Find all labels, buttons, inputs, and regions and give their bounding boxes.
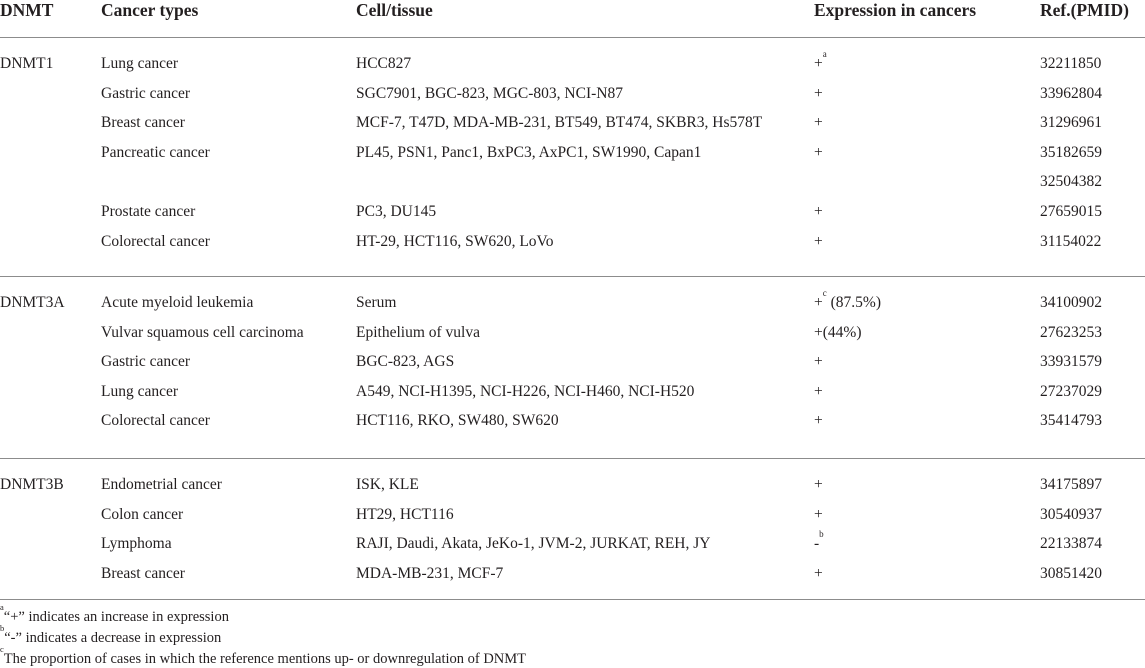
footnote-mark: a bbox=[0, 602, 4, 612]
expression-value: + bbox=[814, 143, 823, 161]
dnmt-label: DNMT3B bbox=[0, 476, 64, 493]
cancer-type-cell: Gastric cancer bbox=[101, 353, 191, 371]
footnote-mark: b bbox=[0, 623, 5, 633]
expression-value: + bbox=[814, 353, 823, 371]
pmid-cell: 32211850 bbox=[1040, 55, 1102, 72]
pmid-cell: 27237029 bbox=[1040, 382, 1102, 400]
expression-cell bbox=[814, 203, 823, 221]
dnmt-label: DNMT1 bbox=[0, 55, 54, 72]
pmid-cell: 30851420 bbox=[1040, 564, 1102, 582]
cancer-type-cell: Lymphoma bbox=[101, 535, 172, 553]
cancer-type-cell: Breast cancer bbox=[101, 564, 185, 582]
footnote-mark: b bbox=[819, 529, 824, 540]
header-cell-tissue: Cell/tissue bbox=[356, 0, 433, 20]
pmid-cell: 27659015 bbox=[1040, 203, 1102, 220]
cancer-type-cell: Colon cancer bbox=[101, 505, 184, 523]
expression-value: + bbox=[814, 114, 823, 132]
header-rule bbox=[0, 37, 1145, 38]
expression-cell bbox=[814, 85, 823, 103]
pmid-cell: 34100902 bbox=[1040, 294, 1102, 311]
pmid-cell: 31154022 bbox=[1040, 232, 1102, 250]
header-cancer-types: Cancer types bbox=[101, 0, 199, 20]
footnote bbox=[0, 602, 229, 626]
cell-tissue-cell: SGC7901, BGC-823, MGC-803, NCI-N87 bbox=[356, 84, 623, 102]
expression-cell bbox=[814, 114, 823, 132]
pmid-cell: 27623253 bbox=[1040, 323, 1102, 341]
cell-tissue-cell: PC3, DU145 bbox=[356, 203, 437, 220]
cell-tissue-cell: HT29, HCT116 bbox=[356, 505, 454, 523]
footnote bbox=[0, 644, 527, 668]
pmid-cell: 35414793 bbox=[1040, 412, 1102, 430]
expression-value: + bbox=[814, 203, 823, 220]
expression-cell bbox=[814, 412, 823, 430]
expression-value: + bbox=[814, 476, 823, 493]
footnote-text: “+” indicates an increase in expression bbox=[3, 609, 229, 625]
cancer-type-cell: Colorectal cancer bbox=[101, 412, 210, 430]
pmid-cell: 33931579 bbox=[1040, 353, 1102, 371]
cell-tissue-cell: HCT116, RKO, SW480, SW620 bbox=[356, 412, 559, 430]
expression-value: + bbox=[814, 412, 823, 430]
header-expression: Expression in cancers bbox=[814, 0, 977, 20]
expression-cell bbox=[814, 144, 823, 162]
pmid-cell: 33962804 bbox=[1040, 84, 1102, 102]
expression-value: + bbox=[814, 55, 823, 72]
cancer-type-cell: Pancreatic cancer bbox=[101, 143, 210, 161]
cell-tissue-cell: MCF-7, T47D, MDA-MB-231, BT549, BT474, SKBR3, Hs578T bbox=[356, 114, 763, 132]
pmid-cell: 35182659 bbox=[1040, 143, 1102, 161]
expression-cell bbox=[814, 49, 827, 73]
expression-value: - bbox=[814, 535, 820, 553]
expression-value: + bbox=[814, 294, 823, 311]
expression-value: + bbox=[814, 505, 823, 523]
pmid-cell: 32504382 bbox=[1040, 173, 1102, 191]
expression-value: + bbox=[814, 232, 823, 250]
expression-cell bbox=[814, 506, 823, 524]
cell-tissue-cell: PL45, PSN1, Panc1, BxPC3, AxPC1, SW1990, Capan1 bbox=[356, 143, 702, 161]
cell-tissue-cell: HCC827 bbox=[356, 55, 412, 72]
cancer-type-cell: Colorectal cancer bbox=[101, 232, 210, 250]
cell-tissue-cell: MDA-MB-231, MCF-7 bbox=[356, 564, 504, 582]
header-dnmt: DNMT bbox=[0, 0, 54, 20]
cancer-type-cell: Lung cancer bbox=[101, 55, 179, 72]
cell-tissue-cell: Serum bbox=[356, 294, 397, 311]
expression-cell bbox=[814, 565, 823, 583]
cancer-type-cell: Breast cancer bbox=[101, 114, 185, 132]
cell-tissue-cell: BGC-823, AGS bbox=[356, 353, 455, 371]
footnote-mark: c bbox=[0, 644, 4, 654]
expression-value: +(44%) bbox=[814, 323, 862, 341]
cell-tissue-cell: HT-29, HCT116, SW620, LoVo bbox=[356, 232, 554, 250]
footnote-text: “-” indicates a decrease in expression bbox=[4, 630, 222, 646]
footnote-mark: c bbox=[822, 288, 827, 298]
footnote-mark: a bbox=[822, 49, 827, 59]
bottom-rule bbox=[0, 599, 1145, 600]
expression-cell bbox=[814, 288, 881, 312]
expression-cell bbox=[814, 233, 823, 251]
cell-tissue-cell: Epithelium of vulva bbox=[356, 323, 480, 341]
group-separator bbox=[0, 276, 1145, 277]
dnmt-label: DNMT3A bbox=[0, 294, 65, 311]
expression-value: + bbox=[814, 84, 823, 102]
expression-value: + bbox=[814, 564, 823, 582]
footnote-text: The proportion of cases in which the reference mentions up- or downregulation of DNMT bbox=[3, 651, 527, 667]
cancer-type-cell: Lung cancer bbox=[101, 382, 179, 400]
expression-cell bbox=[814, 529, 824, 553]
cancer-type-cell: Acute myeloid leukemia bbox=[101, 294, 254, 311]
cancer-type-cell: Vulvar squamous cell carcinoma bbox=[101, 323, 304, 341]
header-ref: Ref.(PMID) bbox=[1040, 0, 1129, 20]
group-separator bbox=[0, 458, 1145, 459]
cell-tissue-cell: ISK, KLE bbox=[356, 476, 419, 493]
expression-value: + bbox=[814, 382, 823, 400]
pmid-cell: 31296961 bbox=[1040, 114, 1102, 132]
pmid-cell: 30540937 bbox=[1040, 505, 1102, 523]
pmid-cell: 34175897 bbox=[1040, 476, 1102, 493]
expression-proportion: (87.5%) bbox=[826, 294, 881, 311]
cancer-type-cell: Gastric cancer bbox=[101, 84, 191, 102]
pmid-cell: 22133874 bbox=[1040, 535, 1102, 553]
expression-cell bbox=[814, 476, 823, 494]
cancer-type-cell: Endometrial cancer bbox=[101, 476, 222, 493]
cell-tissue-cell: RAJI, Daudi, Akata, JeKo-1, JVM-2, JURKAT, REH, JY bbox=[356, 535, 711, 553]
expression-cell bbox=[814, 383, 823, 401]
footnote bbox=[0, 623, 222, 647]
cell-tissue-cell: A549, NCI-H1395, NCI-H226, NCI-H460, NCI-H520 bbox=[356, 382, 695, 400]
cancer-type-cell: Prostate cancer bbox=[101, 203, 196, 220]
expression-cell bbox=[814, 324, 861, 342]
expression-cell bbox=[814, 353, 823, 371]
